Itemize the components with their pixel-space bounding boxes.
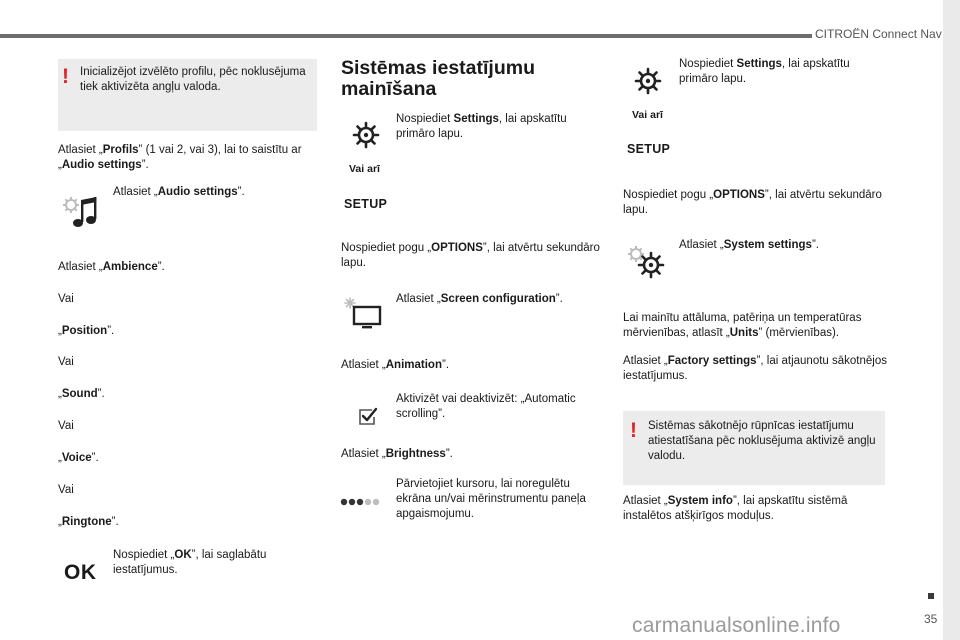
option-voice: „Voice”. [58,452,99,464]
settings-gear-icon [634,67,662,95]
option-ringtone: „Ringtone”. [58,516,119,528]
step-settings: Nospiediet Settings, lai apskatītu primāro lapu. [679,58,850,85]
step-system-settings: Atlasiet „System settings”. [679,239,819,251]
header-brand: CITROËN Connect Nav [815,27,942,41]
or-text: Vai [58,484,74,496]
step-options: Nospiediet pogu „OPTIONS”, lai atvērtu sekundāro lapu. [341,242,600,269]
paragraph-system-info: Atlasiet „System info”, lai apskatītu sistēmā instalētos atšķirīgos moduļus. [623,495,848,522]
screen-configuration-icon [343,298,383,334]
paragraph-profile: Atlasiet „Profils” (1 vai 2, vai 3), lai to saistītu ar „Audio settings”. [58,144,302,171]
paragraph-units: Lai mainītu attāluma, patēriņa un temperatūras mērvienības, atlasīt „Units” (mērvienības). [623,312,862,339]
footer-watermark: carmanualsonline.info [632,614,841,637]
header-rule [0,34,812,38]
step-cursor: Pārvietojiet kursoru, lai noregulētu ekrāna un/vai mērinstrumentu paneļa apgaismojumu. [396,478,586,520]
or-also-text: Vai arī [349,163,380,175]
section-title: Sistēmas iestatījumu mainīšana [341,57,535,100]
note-text-factory: Sistēmas sākotnējo rūpnīcas iestatījumu atiestatīšana pēc noklusējuma aktivizē angļu valodu. [648,420,876,462]
step-animation: Atlasiet „Animation”. [341,359,450,371]
page-number: 35 [924,612,938,626]
or-text: Vai [58,420,74,432]
or-also-text: Vai arī [632,109,663,121]
setup-button-label: SETUP [344,197,388,211]
step-ok: Nospiediet „OK”, lai saglabātu iestatījumus. [113,549,267,576]
step-ambience: Atlasiet „Ambience”. [58,261,165,273]
step-screen-configuration: Atlasiet „Screen configuration”. [396,293,563,305]
settings-gear-icon [352,121,380,149]
option-sound: „Sound”. [58,388,105,400]
system-settings-icon [626,244,666,280]
step-automatic-scrolling: Aktivizēt vai deaktivizēt: „Automatic scrolling”. [396,393,576,420]
step-brightness: Atlasiet „Brightness”. [341,448,453,460]
setup-button-label: SETUP [627,142,671,156]
brightness-slider-icon [340,497,380,507]
step-settings: Nospiediet Settings, lai apskatītu primāro lapu. [396,113,567,140]
step-options: Nospiediet pogu „OPTIONS”, lai atvērtu sekundāro lapu. [623,189,882,216]
or-text: Vai [58,356,74,368]
step-audio-settings: Atlasiet „Audio settings”. [113,186,245,198]
note-text-profile: Inicializējot izvēlēto profilu, pēc noklusējuma tiek aktivizēta angļu valoda. [80,66,306,93]
warning-icon: ! [62,65,69,88]
page-marker [928,593,934,599]
audio-settings-icon [62,195,102,231]
checkbox-icon [356,406,378,428]
page-side-strip [943,0,960,640]
warning-icon: ! [630,419,637,442]
or-text: Vai [58,293,74,305]
paragraph-factory-settings: Atlasiet „Factory settings”, lai atjaunotu sākotnējos iestatījumus. [623,355,887,382]
option-position: „Position”. [58,325,115,337]
ok-button-label: OK [64,561,97,584]
